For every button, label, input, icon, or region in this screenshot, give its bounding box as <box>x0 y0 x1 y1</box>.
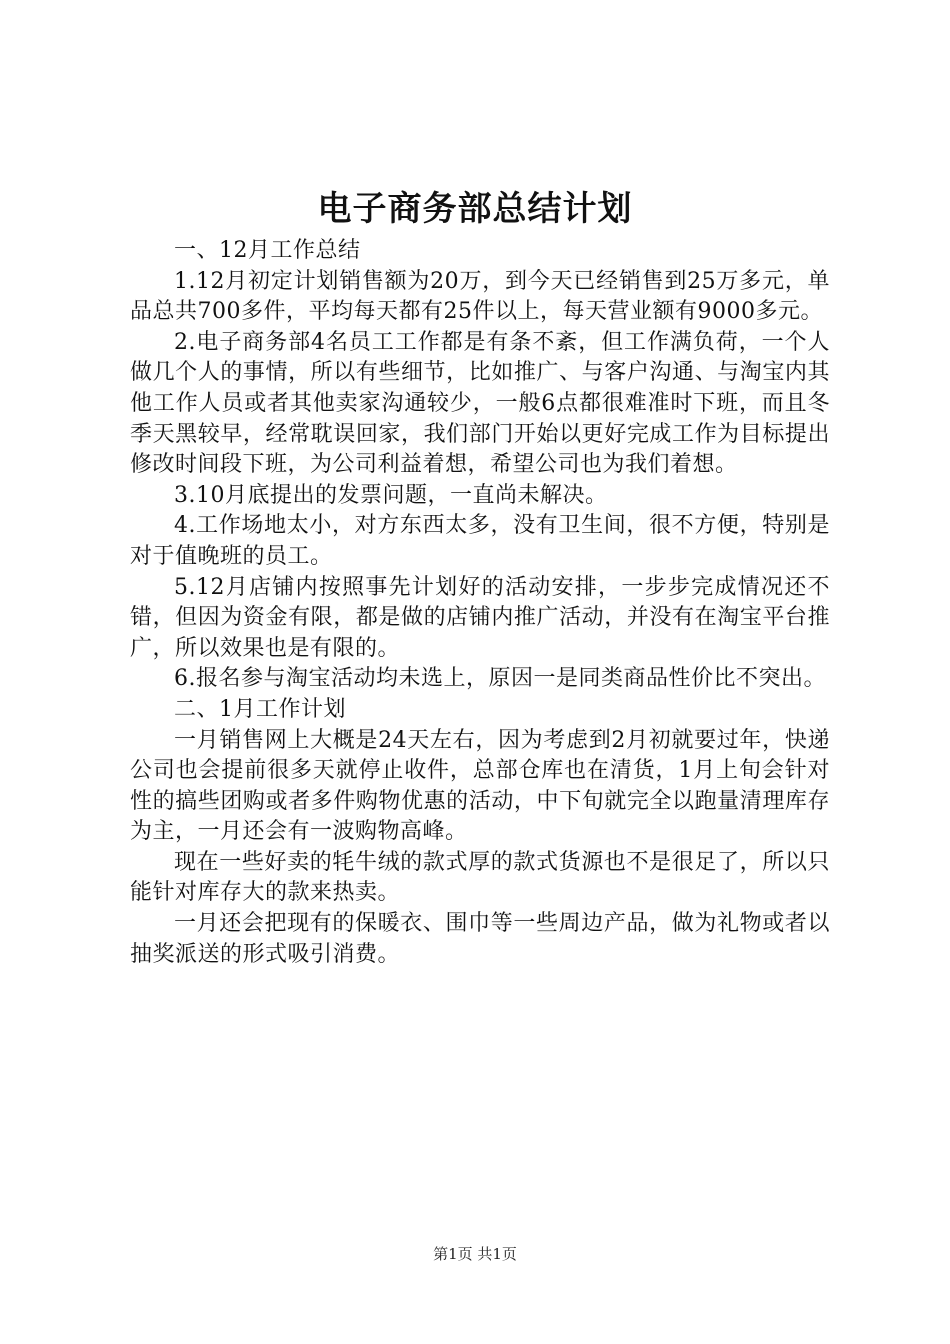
plan-paragraph-2: 现在一些好卖的牦牛绒的款式厚的款式货源也不是很足了，所以只能针对库存大的款来热卖。 <box>130 849 830 906</box>
summary-item-6: 6.报名参与淘宝活动均未选上，原因一是同类商品性价比不突出。 <box>174 666 826 692</box>
page-footer: 第1页 共1页 <box>433 1245 517 1263</box>
section-heading-summary: 一、12月工作总结 <box>174 238 361 263</box>
document-title: 电子商务部总结计划 <box>317 189 633 229</box>
plan-paragraph-3: 一月还会把现有的保暖衣、围巾等一些周边产品，做为礼物或者以抽奖派送的形式吸引消费。 <box>130 911 830 967</box>
document-body <box>130 236 830 970</box>
summary-item-3: 3.10月底提出的发票问题，一直尚未解决。 <box>174 482 608 508</box>
summary-item-5: 5.12月店铺内按照事先计划好的活动安排，一步步完成情况还不错，但因为资金有限，都是做的店铺内推广活动，并没有在淘宝平台推广，所以效果也是有限的。 <box>130 574 830 661</box>
summary-item-2: 2.电子商务部4名员工工作都是有条不紊，但工作满负荷，一个人做几个人的事情，所以有些细节，比如推广、与客户沟通、与淘宝内其他工作人员或者其他卖家沟通较少，一般6点都很难准时下班，而且冬季天黑较早，经常耽误回家，我们部门开始以更好完成工作为目标提出修改时间段下班，为公司利益着想，希望公司也为我们着想。 <box>130 329 830 478</box>
summary-item-1: 1.12月初定计划销售额为20万，到今天已经销售到25万多元，单品总共700多件，平均每天都有25件以上，每天营业额有9000多元。 <box>130 268 830 325</box>
plan-paragraph-1: 一月销售网上大概是24天左右，因为考虑到2月初就要过年，快递公司也会提前很多天就停止收件，总部仓库也在清货，1月上旬会针对性的搞些团购或者多件购物优惠的活动，中下旬就完全以跑量清理库存为主，一月还会有一波购物高峰。 <box>130 727 830 845</box>
summary-item-4: 4.工作场地太小，对方东西太多，没有卫生间，很不方便，特别是对于值晚班的员工。 <box>130 513 830 569</box>
section-heading-plan: 二、1月工作计划 <box>174 696 346 722</box>
